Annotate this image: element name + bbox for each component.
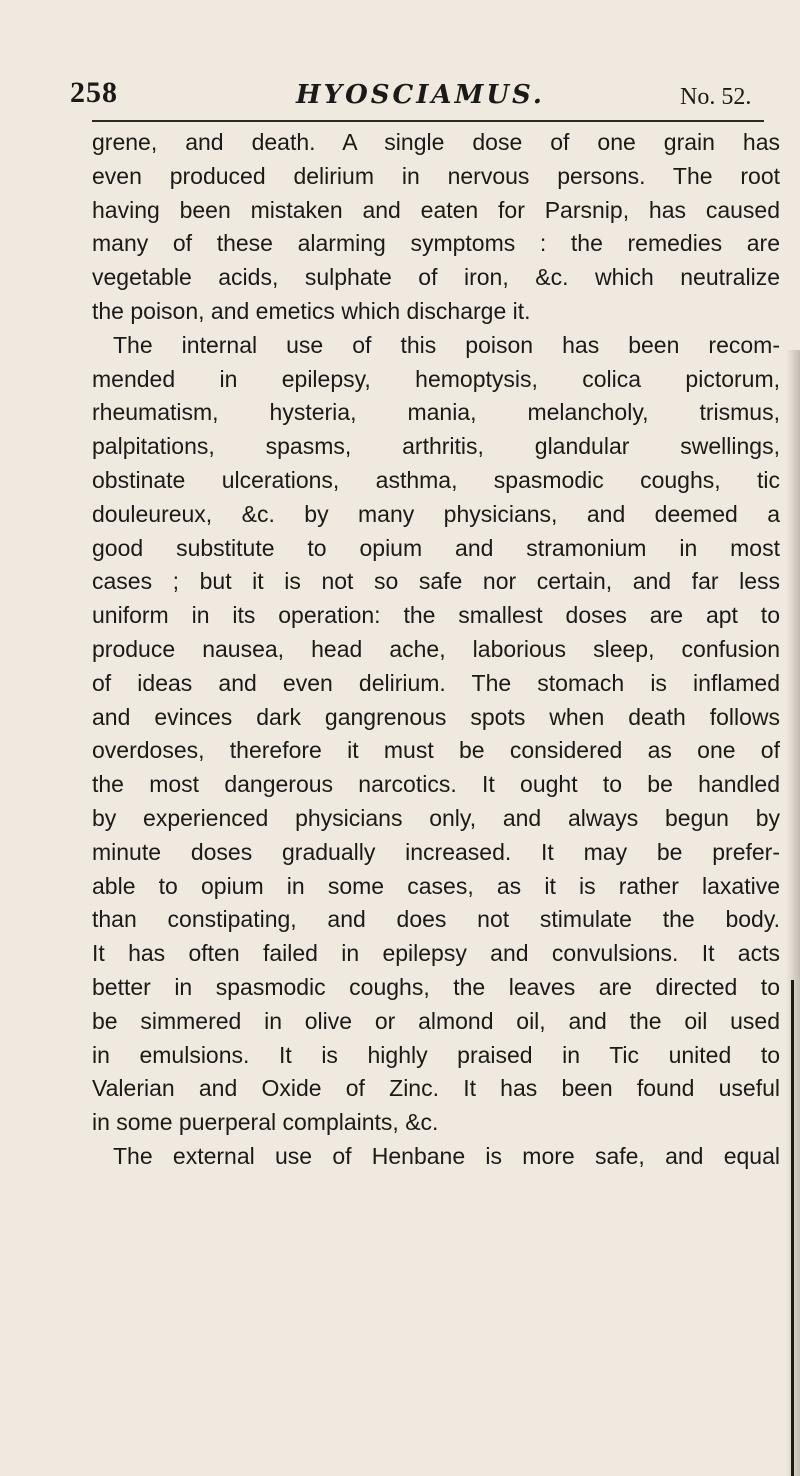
text-line: douleureux, &c. by many physicians, and deemed a xyxy=(92,500,780,527)
text-line: grene, and death. A single dose of one grain has xyxy=(92,129,780,155)
text-line: uniform in its operation: the smallest doses are apt to xyxy=(92,602,780,629)
text-line: even produced delirium in nervous persons. The root xyxy=(92,162,780,189)
text-line: be simmered in olive or almond oil, and the oil used xyxy=(92,1007,780,1034)
header-rule xyxy=(92,120,764,122)
text-line: The external use of Henbane is more safe, and equal xyxy=(113,1142,780,1169)
text-line: by experienced physicians only, and always begun by xyxy=(92,804,780,831)
text-line: able to opium in some cases, as it is rather laxative xyxy=(92,872,780,899)
text-line: many of these alarming symptoms : the remedies are xyxy=(92,230,780,257)
plate-number: No. 52. xyxy=(680,84,752,110)
text-line: mended in epilepsy, hemoptysis, colica pictorum, xyxy=(92,365,780,392)
text-line: It has often failed in epilepsy and convulsions. It acts xyxy=(92,940,780,967)
text-line: than constipating, and does not stimulate the body. xyxy=(92,906,780,933)
body-text xyxy=(92,126,780,1174)
page-header xyxy=(0,70,800,110)
text-line: and evinces dark gangrenous spots when death follows xyxy=(92,703,780,730)
text-line: The internal use of this poison has been recom- xyxy=(113,331,780,358)
text-line: minute doses gradually increased. It may be prefer- xyxy=(92,838,780,865)
text-line: vegetable acids, sulphate of iron, &c. which neutralize xyxy=(92,264,780,291)
page-edge-line xyxy=(791,980,794,1476)
text-line: Valerian and Oxide of Zinc. It has been found useful xyxy=(92,1075,780,1102)
text-line: produce nausea, head ache, laborious sleep, confusion xyxy=(92,635,780,662)
text-line: good substitute to opium and stramonium in most xyxy=(92,534,780,561)
text-line: palpitations, spasms, arthritis, glandular swellings, xyxy=(92,433,780,460)
text-line: the poison, and emetics which discharge it. xyxy=(92,297,531,324)
text-line: in emulsions. It is highly praised in Tic united to xyxy=(92,1041,780,1068)
text-line: cases ; but it is not so safe nor certain, and far less xyxy=(92,568,780,595)
text-line: the most dangerous narcotics. It ought to be handled xyxy=(92,771,780,798)
text-line: better in spasmodic coughs, the leaves are directed to xyxy=(92,973,780,1000)
running-title: HYOSCIAMUS. xyxy=(296,80,545,110)
text-line: having been mistaken and eaten for Parsnip, has caused xyxy=(92,196,780,223)
text-line: in some puerperal complaints, &c. xyxy=(92,1109,439,1136)
text-line: rheumatism, hysteria, mania, melancholy, trismus, xyxy=(92,399,780,426)
text-line: of ideas and even delirium. The stomach is inflamed xyxy=(92,669,780,696)
text-line: obstinate ulcerations, asthma, spasmodic coughs, tic xyxy=(92,466,780,493)
text-line: overdoses, therefore it must be considered as one of xyxy=(92,737,780,764)
page-number: 258 xyxy=(70,76,118,109)
